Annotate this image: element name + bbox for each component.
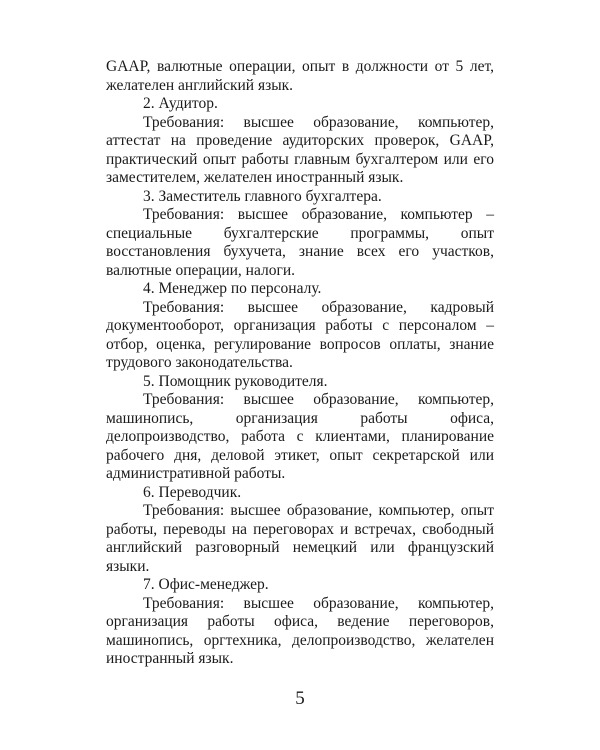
page-number: 5 xyxy=(295,688,305,709)
heading-auditor: 2. Аудитор. xyxy=(143,95,218,112)
heading-translator: 6. Переводчик. xyxy=(143,483,242,501)
page-body xyxy=(106,58,494,669)
heading-hr-manager: 4. Менеджер по персоналу. xyxy=(143,280,322,297)
paragraph-continuation: GAAP, валютные операции, опыт в должности от 5 лет, желателен английский язык. xyxy=(106,58,494,94)
requirements-executive-assistant: Требования: высшее образование, компьютер, машинопись, организация работы офиса, делопроизводство, работа с клиентами, планирование рабочего дня, деловой этикет, опыт секретарской или административной работы. xyxy=(106,391,494,482)
requirements-deputy-chief-accountant: Требования: высшее образование, компьютер – специальные бухгалтерские программы, опыт восстановления бухучета, знание всех его участков, валютные операции, налоги. xyxy=(106,206,494,279)
requirements-auditor: Требования: высшее образование, компьютер, аттестат на проведение аудиторских проверок, GAAP, практический опыт работы главным бухгалтером или его заместителем, желателен иностранный язык. xyxy=(106,113,494,186)
requirements-hr-manager: Требования: высшее образование, кадровый документооборот, организация работы с персоналом – отбор, оценка, регулирование вопросов оплаты, знание трудового законодательства. xyxy=(106,298,494,371)
requirements-office-manager: Требования: высшее образование, компьютер, организация работы офиса, ведение переговоров, машинопись, оргтехника, делопроизводство, желателен иностранный язык. xyxy=(106,594,494,667)
requirements-translator: Требования: высшее образование, компьютер, опыт работы, переводы на переговорах и встречах, свободный английский разговорный немецкий или французский языки. xyxy=(106,502,494,575)
heading-deputy-chief-accountant: 3. Заместитель главного бухгалтера. xyxy=(143,187,382,205)
heading-office-manager: 7. Офис-менеджер. xyxy=(143,576,269,593)
heading-executive-assistant: 5. Помощник руководителя. xyxy=(143,372,328,390)
